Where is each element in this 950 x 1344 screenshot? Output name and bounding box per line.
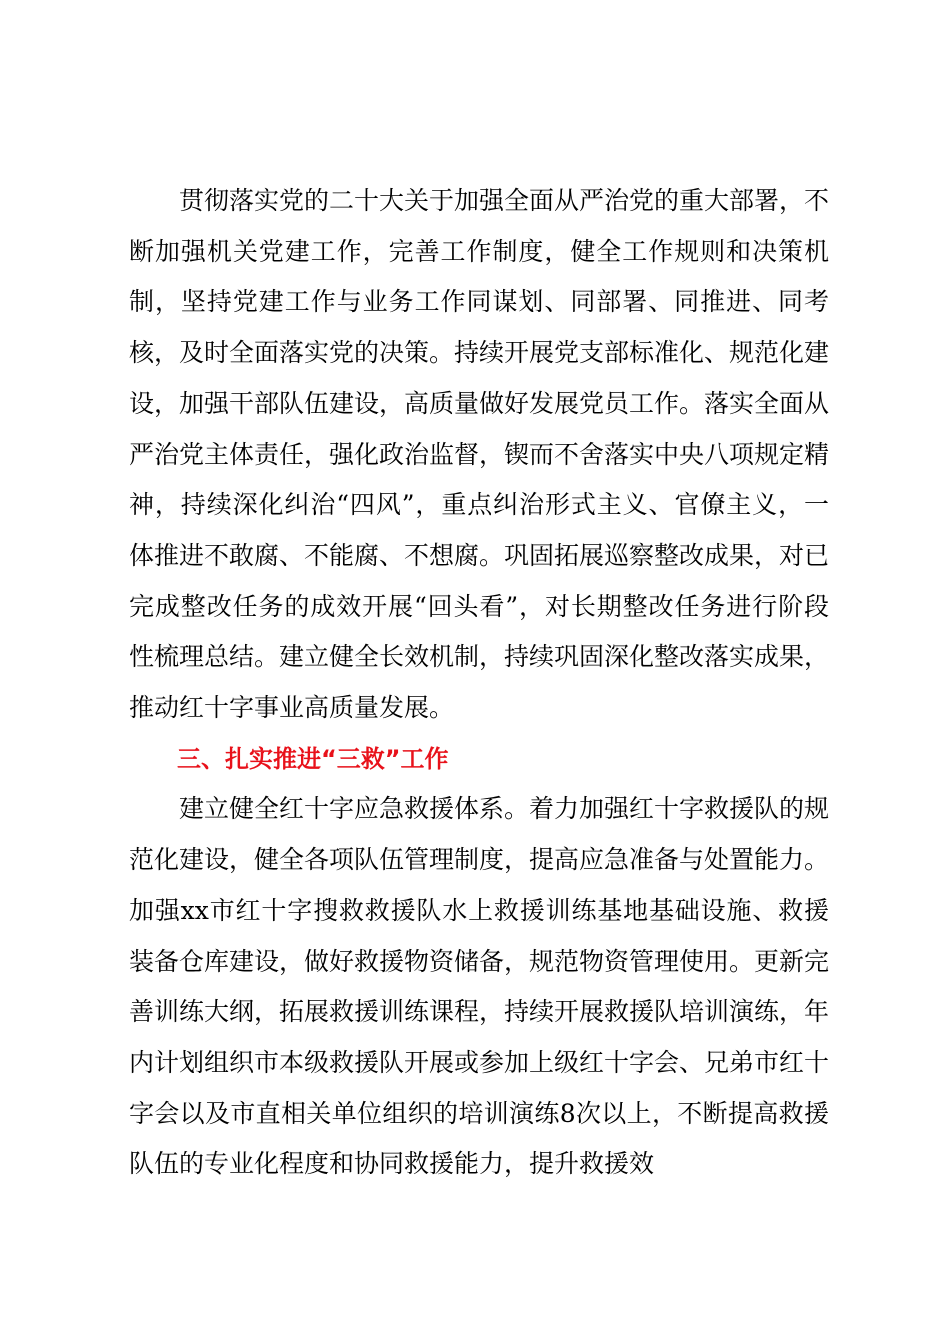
body-paragraph-party-building: 贯彻落实党的二十大关于加强全面从严治党的重大部署，不断加强机关党建工作，完善工作制度，健全工作规则和决策机制，坚持党建工作与业务工作同谋划、同部署、同推进、同考核，及时全面落实党的决策。持续开展党支部标准化、规范化建设，加强干部队伍建设，高质量做好发展党员工作。落实全面从严治党主体责任，强化政治监督，锲而不舍落实中央八项规定精神，持续深化纠治“四风”，重点纠治形式主义、官僚主义，一体推进不敢腐、不能腐、不想腐。巩固拓展巡察整改成果，对已完成整改任务的成效开展“回头看”，对长期整改任务进行阶段性梳理总结。建立健全长效机制，持续巩固深化整改落实成果，推动红十字事业高质量发展。 [129,186,830,723]
section-heading-three-rescue: 三、扎实推进“三救”工作 [177,744,449,773]
document-body [129,176,829,1190]
body-paragraph-emergency-rescue: 建立健全红十字应急救援体系。着力加强红十字救援队的规范化建设，健全各项队伍管理制度，提高应急准备与处置能力。加强xx市红十字搜救救援队水上救援训练基地基础设施、救援装备仓库建设，做好救援物资储备，规范物资管理使用。更新完善训练大纲，拓展救援训练课程，持续开展救援队培训演练，年内计划组织市本级救援队开展或参加上级红十字会、兄弟市红十字会以及市直相关单位组织的培训演练8次以上，不断提高救援队伍的专业化程度和协同救援能力，提升救援效 [129,794,830,1179]
